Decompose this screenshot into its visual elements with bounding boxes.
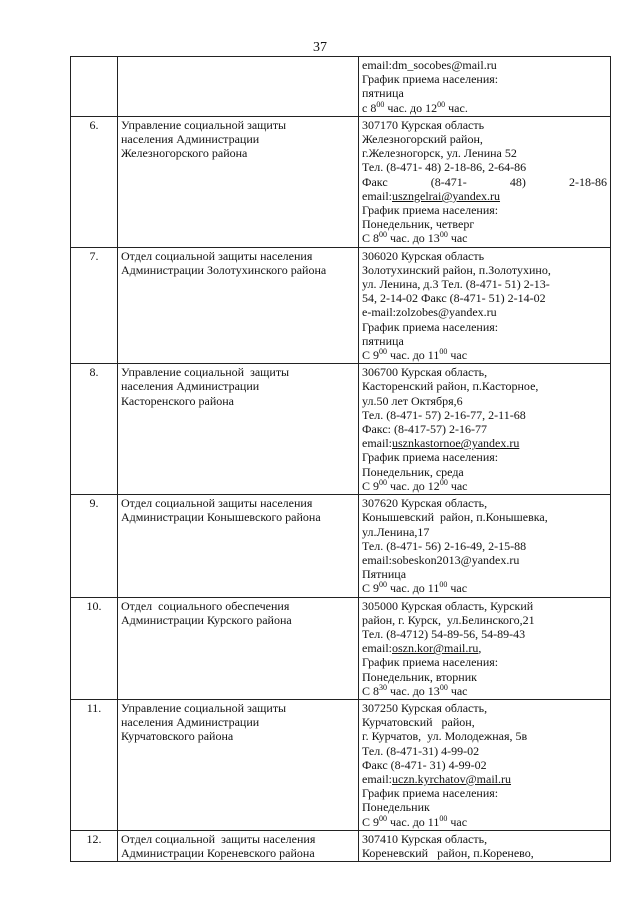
organization-cell: Отдел социальной защиты населения Администрации Золотухинского района [118,247,359,364]
table-row [71,830,611,861]
table-row [71,495,611,597]
email-line: email:dm_socobes@mail.ru [362,58,497,72]
phone-line: Тел. (8-471- 48) 2-18-86, 2-64-86 [362,160,527,175]
contact-cell [359,495,611,597]
row-number: 9. [71,495,118,597]
email-link[interactable]: usznkastornoe@yandex.ru [392,436,520,451]
address-line: 307170 Курская область [362,117,485,132]
phone-line: Тел. (8-471- 57) 2-16-77, 2-11-68 [362,407,526,422]
email-line[interactable]: email:sobeskon2013@yandex.ru [362,552,520,567]
address-line: Конышевский район, п.Конышевка, [362,510,548,525]
schedule-label: График приема населения: [362,72,499,87]
reception-hours: С $9^{00}$ час. до $11^{00}$ час [362,814,468,829]
address-line: Кореневский район, п.Коренево, [362,845,534,860]
organization-cell [118,57,359,117]
reception-hours: С $9^{00}$ час. до $11^{00}$ час [362,348,468,363]
reception-days: Пятница [362,567,407,582]
row-number: 7. [71,247,118,364]
reception-days: Понедельник, вторник [362,669,477,684]
table-row [71,699,611,830]
email-line: email:uczn.kyrchatov@mail.ru [362,771,512,786]
reception-hours: с $8^{00}$ час. до $12^{00}$ час. [362,100,468,115]
reception-hours: С $9^{00}$ час. до $11^{00}$ час [362,581,468,596]
address-line: Железногорский район, [362,132,483,147]
reception-hours: С $8^{30}$ час. до $13^{00}$ час [362,683,468,698]
address-line: Касторенский район, п.Касторное, [362,379,539,394]
email-link[interactable]: dm_socobes@mail.ru [392,58,497,72]
reception-hours: С $8^{00}$ час. до $13^{00}$ час [362,231,468,246]
email-link[interactable]: uszngelrai@yandex.ru [392,188,501,203]
table-row [71,597,611,699]
schedule-label: График приема населения: [362,203,499,218]
phone-line: Тел. (8-471- 56) 2-16-49, 2-15-88 [362,538,527,553]
contact-cell [359,699,611,830]
reception-days: пятница [362,333,404,348]
table-row [71,247,611,364]
address-line: ул. Ленина, д.3 Тел. (8-471- 51) 2-13- [362,277,550,292]
organization-cell: Отдел социального обеспечения Администрации Курского района [118,597,359,699]
address-line: район, г. Курск, ул.Белинского,21 [362,612,535,627]
social-protection-offices-table [70,56,611,862]
phone-line: Тел. (8-471-31) 4-99-02 [362,743,480,758]
row-number: 6. [71,116,118,247]
table-row [71,57,611,117]
reception-hours: С $9^{00}$ час. до $12^{00}$ час [362,478,468,493]
address-line: 54, 2-14-02 Факс (8-471- 51) 2-14-02 [362,291,546,306]
email-link[interactable]: oszn.kor@mail.ru [392,641,479,656]
email-link[interactable]: uczn.kyrchatov@mail.ru [392,771,512,786]
organization-cell: Отдел социальной защиты населения Администрации Кореневского района [118,830,359,861]
address-line: Курчатовский район, [362,715,475,730]
organization-cell: Управление социальной защиты населения Администрации Железногорского района [118,116,359,247]
fax-line: Факс: (8-417-57) 2-16-77 [362,422,487,437]
contact-cell [359,116,611,247]
page-number: 37 [313,40,327,55]
address-line: 307410 Курская область, [362,831,488,846]
fax-line: Факс (8-471- 48) 2-18-86 [362,174,607,189]
row-number: 11. [71,699,118,830]
address-line: 306700 Курская область, [362,365,488,380]
schedule-label: График приема населения: [362,786,499,801]
address-line: ул.50 лет Октября,6 [362,393,463,408]
schedule-label: График приема населения: [362,655,499,670]
contact-cell [359,364,611,495]
address-line: 307620 Курская область, [362,496,488,511]
address-line: 306020 Курская область [362,248,485,263]
schedule-label: График приема населения: [362,450,499,465]
reception-days: Понедельник, четверг [362,217,475,232]
reception-days: Понедельник, среда [362,464,464,479]
address-line: г. Курчатов, ул. Молодежная, 5в [362,729,528,744]
phone-line: Тел. (8-4712) 54-89-56, 54-89-43 [362,626,526,641]
contact-cell [359,597,611,699]
table-row [71,116,611,247]
email-line[interactable]: e-mail:zolzobes@yandex.ru [362,305,497,320]
organization-cell: Управление социальной защиты населения Администрации Курчатовского района [118,699,359,830]
contact-cell [359,247,611,364]
address-line: Золотухинский район, п.Золотухино, [362,262,551,277]
fax-line: Факс (8-471- 31) 4-99-02 [362,757,487,772]
address-line: 305000 Курская область, Курский [362,598,534,613]
contact-cell [359,830,611,861]
email-line: email:oszn.kor@mail.ru, [362,641,482,656]
email-line: email:uszngelrai@yandex.ru [362,188,501,203]
email-line: email:usznkastornoe@yandex.ru [362,436,520,451]
table-row [71,364,611,495]
row-number [71,57,118,117]
organization-cell: Отдел социальной защиты населения Администрации Конышевского района [118,495,359,597]
schedule-label: График приема населения: [362,319,499,334]
reception-days: пятница [362,86,404,101]
row-number: 8. [71,364,118,495]
row-number: 10. [71,597,118,699]
address-line: 307250 Курская область, [362,700,488,715]
reception-days: Понедельник [362,800,430,815]
row-number: 12. [71,830,118,861]
contact-cell [359,57,611,117]
organization-cell: Управление социальной защиты населения Администрации Касторенского района [118,364,359,495]
address-line: ул.Ленина,17 [362,524,430,539]
address-line: г.Железногорск, ул. Ленина 52 [362,146,517,161]
